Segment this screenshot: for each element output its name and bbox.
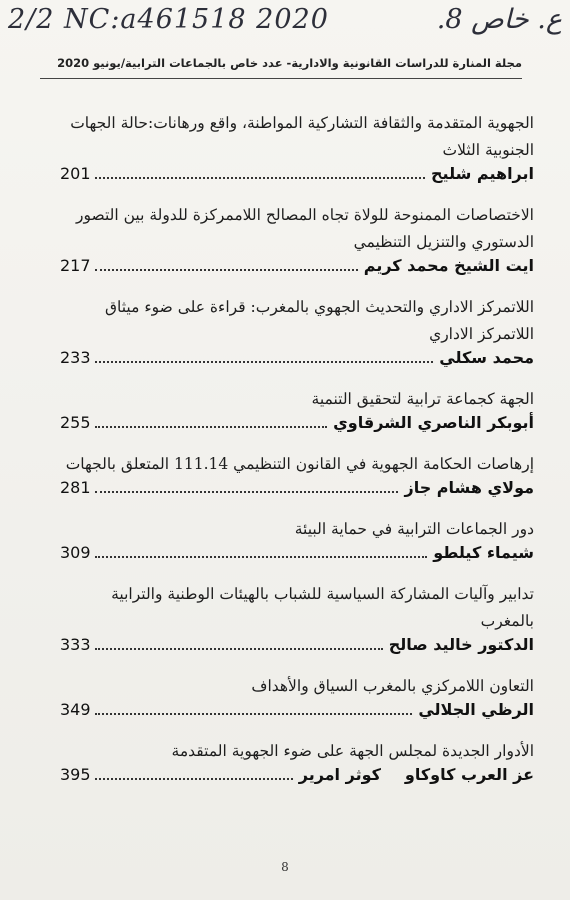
toc-entry-author: كوثر امرير — [298, 765, 381, 784]
toc-entry-page-number: 281 — [60, 478, 91, 497]
toc-entry-page-number: 333 — [60, 635, 91, 654]
toc-entry-title: التعاون اللامركزي بالمغرب السياق والأهداف — [251, 677, 534, 695]
toc-entry-title: الجهة كجماعة ترابية لتحقيق التنمية — [311, 390, 534, 408]
dot-leader — [95, 425, 328, 428]
toc-entry-author-line — [60, 700, 534, 730]
toc-entry-page-number: 255 — [60, 413, 91, 432]
toc-entry-author: ايت الشيخ محمد كريم — [363, 256, 534, 275]
toc-entry-author-line — [60, 256, 534, 286]
toc-entry-author: أبوبكر الناصري الشرقاوي — [333, 413, 534, 432]
dot-leader — [95, 555, 428, 558]
dot-leader — [95, 176, 425, 179]
toc-entry-author-line — [60, 478, 534, 508]
toc-entry-author-line — [60, 635, 534, 665]
toc-entry — [60, 386, 534, 443]
table-of-contents — [60, 110, 534, 803]
toc-entry-author-line — [60, 543, 534, 573]
toc-entry-author-line — [60, 164, 534, 194]
toc-entry-title: اللاتمركز الاداري والتحديث الجهوي بالمغرب: قراءة على ضوء ميثاق اللاتمركز الاداري — [104, 298, 534, 343]
dot-leader — [95, 647, 383, 650]
toc-entry-author: عز العرب كاوكاو — [404, 765, 534, 784]
toc-entry — [60, 202, 534, 286]
toc-entry-page-number: 395 — [60, 765, 91, 784]
toc-entry — [60, 451, 534, 508]
handwritten-issue-note: ع. خاص 8. — [436, 4, 562, 35]
toc-entry-author: مولاي هشام جاز — [404, 478, 534, 497]
running-header: مجلة المنارة للدراسات القانونية والادارية- عدد خاص بالجماعات الترابية/يونيو 2020 — [57, 56, 522, 70]
toc-entry — [60, 673, 534, 730]
toc-entry-author: الدكتور خاليد صالح — [388, 635, 534, 654]
toc-entry-page-number: 349 — [60, 700, 91, 719]
toc-entry — [60, 738, 534, 795]
dot-leader — [95, 777, 293, 780]
toc-entry-title: الأدوار الجديدة لمجلس الجهة على ضوء الجهوية المتقدمة — [171, 742, 534, 760]
dot-leader — [95, 268, 358, 271]
header-divider — [40, 78, 522, 79]
toc-entry-page-number: 217 — [60, 256, 91, 275]
toc-entry-author: الرظي الجلالي — [418, 700, 534, 719]
toc-entry-author: شيماء كيلطو — [433, 543, 534, 562]
toc-entry — [60, 110, 534, 194]
toc-entry — [60, 516, 534, 573]
toc-entry — [60, 581, 534, 665]
dot-leader — [95, 360, 434, 363]
toc-entry-title: الجهوية المتقدمة والثقافة التشاركية المواطنة، واقع ورهانات:حالة الجهات الجنوبية الثلاث — [70, 114, 534, 159]
toc-entry-title: إرهاصات الحكامة الجهوية في القانون التنظيمي 111.14 المتعلق بالجهات — [65, 455, 534, 473]
toc-entry-author-line — [60, 413, 534, 443]
dot-leader — [95, 490, 399, 493]
toc-entry-author: ابراهيم شليح — [431, 164, 534, 183]
toc-entry-title: الاختصاصات الممنوحة للولاة تجاه المصالح اللاممركزة للدولة بين التصور الدستوري والتنزيل التنظيمي — [76, 206, 534, 251]
toc-entry-author: محمد سكلي — [439, 348, 534, 367]
toc-entry-page-number: 233 — [60, 348, 91, 367]
toc-entry — [60, 294, 534, 378]
toc-entry-page-number: 201 — [60, 164, 91, 183]
page-number: 8 — [281, 860, 289, 874]
toc-entry-title: تدابير وآليات المشاركة السياسية للشباب بالهيئات الوطنية والترابية بالمغرب — [111, 585, 534, 630]
toc-entry-author-line — [60, 765, 534, 795]
toc-entry-title: دور الجماعات الترابية في حماية البيئة — [294, 520, 534, 538]
handwritten-catalog-note: 2/2 NC:a461518 2020 — [8, 4, 329, 35]
dot-leader — [95, 712, 413, 715]
toc-entry-author-line — [60, 348, 534, 378]
toc-entry-page-number: 309 — [60, 543, 91, 562]
